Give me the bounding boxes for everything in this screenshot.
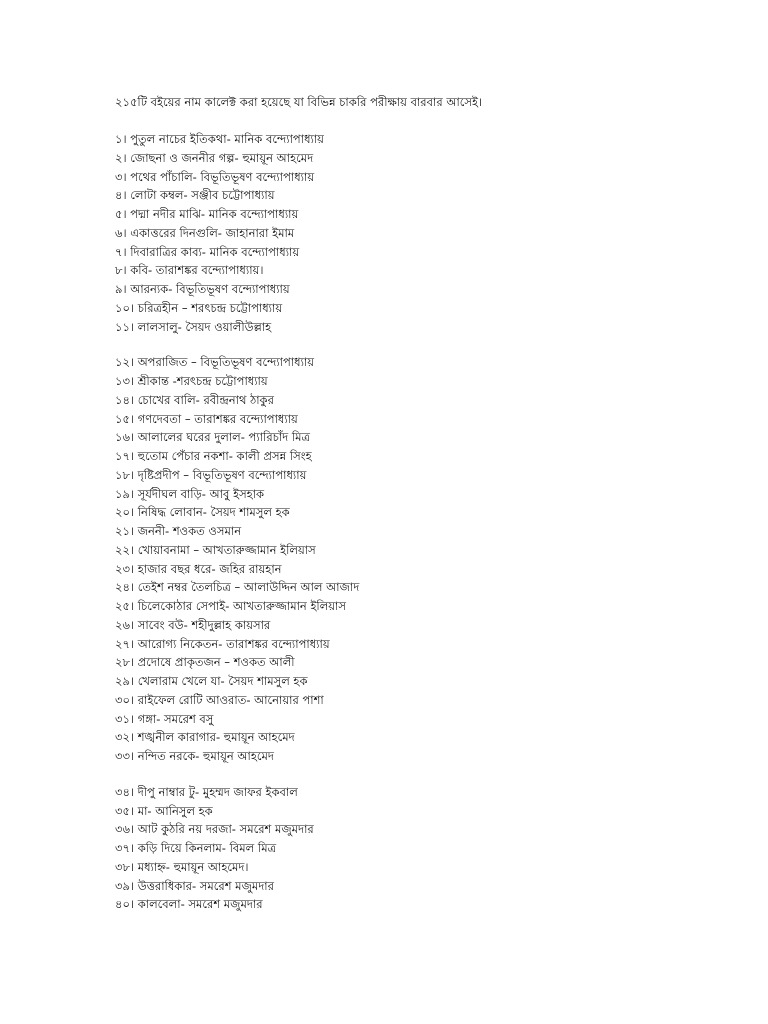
list-item: ২১। জননী- শওকত ওসমান	[115, 524, 242, 538]
document-heading: ২১৫টি বইয়ের নাম কালেক্ট করা হয়েছে যা বিভিন্ন চাকরি পরীক্ষায় বারবার আসেই।	[115, 95, 483, 109]
book-list-group-1	[115, 130, 735, 336]
spacer	[115, 336, 735, 353]
list-item: ২৬। সাবেং বউ- শহীদুল্লাহ কায়সার	[115, 617, 271, 632]
list-item: ৩০। রাইফেল রোটি আওরাত- আনোয়ার পাশা	[115, 692, 324, 707]
list-item: ২৭। আরোগ্য নিকেতন- তারাশঙ্কর বন্দ্যোপাধ্যায়	[115, 636, 330, 651]
book-list-group-3	[115, 783, 735, 914]
list-item: ১৬। আলালের ঘরের দুলাল- প্যারিচাঁদ মিত্র	[115, 430, 311, 445]
spacer	[115, 112, 735, 130]
list-item: ১৫। গণদেবতা – তারাশঙ্কর বন্দ্যোপাধ্যায়	[115, 411, 298, 426]
list-item: ৪। লোটা কম্বল- সঞ্জীব চট্টোপাধ্যায়	[115, 188, 275, 203]
list-item: ২। জোছনা ও জননীর গল্প- হুমায়ূন আহমেদ	[115, 150, 314, 165]
document-page	[115, 92, 735, 914]
list-item: ৩৪। দীপু নাম্বার টু- মুহম্মদ জাফর ইকবাল	[115, 784, 298, 799]
list-item: ১০। চরিত্রহীন – শরৎচন্দ্র চট্টোপাধ্যায়	[115, 300, 283, 315]
list-item: ২৪। তেইশ নম্বর তৈলচিত্র – আলাউদ্দিন আল আজাদ	[115, 580, 360, 595]
list-item: ৩৫। মা- আনিসুল হক	[115, 803, 213, 818]
list-item: ৩৮। মধ্যাহ্ন- হুমায়ূন আহমেদ।	[115, 859, 249, 874]
list-item: ৫। পদ্মা নদীর মাঝি- মানিক বন্দ্যোপাধ্যায়	[115, 207, 299, 221]
list-item: ৯। আরন্যক- বিভূতিভূষণ বন্দ্যোপাধ্যায়	[115, 282, 290, 296]
list-item: ৩২। শঙ্খনীল কারাগার- হুমায়ূন আহমেদ	[115, 730, 295, 745]
list-item: ৬। একাত্তরের দিনগুলি- জাহানারা ইমাম	[115, 225, 295, 240]
list-item: ২২। খোয়াবনামা – আখতারুজ্জামান ইলিয়াস	[115, 542, 316, 557]
list-item: ৩৭। কড়ি দিয়ে কিনলাম- বিমল মিত্র	[115, 841, 277, 855]
list-item: ১। পুতুল নাচের ইতিকথা- মানিক বন্দ্যোপাধ্যায়	[115, 132, 324, 146]
list-item: ১২। অপরাজিত – বিভূতিভূষণ বন্দ্যোপাধ্যায়	[115, 355, 315, 370]
list-item: ১৪। চোখের বালি- রবীন্দ্রনাথ ঠাকুর	[115, 392, 274, 407]
list-item: ৪০। কালবেলা- সমরেশ মজুমদার	[115, 897, 263, 912]
list-item: ৩৩। নন্দিত নরকে- হুমায়ূন আহমেদ	[115, 749, 274, 763]
list-item: ২৮। প্রদোষে প্রাকৃতজন – শওকত আলী	[115, 655, 295, 670]
list-item: ৩৯। উত্তরাধিকার- সমরেশ মজুমদার	[115, 878, 274, 893]
list-item: ১৯। সূর্যদীঘল বাড়ি- আবু ইসহাক	[115, 486, 265, 501]
list-item: ২০। নিষিদ্ধ লোবান- সৈয়দ শামসুল হক	[115, 505, 290, 520]
list-item: ১৩। শ্রীকান্ত -শরৎচন্দ্র চট্টোপাধ্যায়	[115, 374, 268, 388]
list-item: ৩। পথের পাঁচালি- বিভূতিভূষণ বন্দ্যোপাধ্যায়	[115, 169, 315, 184]
list-item: ২৯। খেলারাম খেলে যা- সৈয়দ শামসুল হক	[115, 674, 308, 688]
list-item: ১৮। দৃষ্টিপ্রদীপ – বিভূতিভূষণ বন্দ্যোপাধ্যায়	[115, 467, 307, 482]
list-item: ২৫। চিলেকোঠার সেপাই- আখতারুজ্জামান ইলিয়াস	[115, 599, 346, 613]
list-item: ৩৬। আট কুঠরি নয় দরজা- সমরেশ মজুমদার	[115, 822, 314, 837]
list-item: ৭। দিবারাত্রির কাব্য- মানিক বন্দ্যোপাধ্যায়	[115, 244, 300, 259]
list-item: ২৩। হাজার বছর ধরে- জহির রায়হান	[115, 561, 282, 576]
book-list-group-2	[115, 353, 735, 766]
list-item: ৩১। গঙ্গা- সমরেশ বসু	[115, 711, 214, 726]
list-item: ৮। কবি- তারাশঙ্কর বন্দ্যোপাধ্যায়।	[115, 263, 264, 278]
list-item: ১১। লালসালু- সৈয়দ ওয়ালীউল্লাহ	[115, 319, 272, 334]
spacer	[115, 766, 735, 783]
list-item: ১৭। হুতোম পেঁচার নকশা- কালী প্রসন্ন সিংহ	[115, 449, 312, 463]
